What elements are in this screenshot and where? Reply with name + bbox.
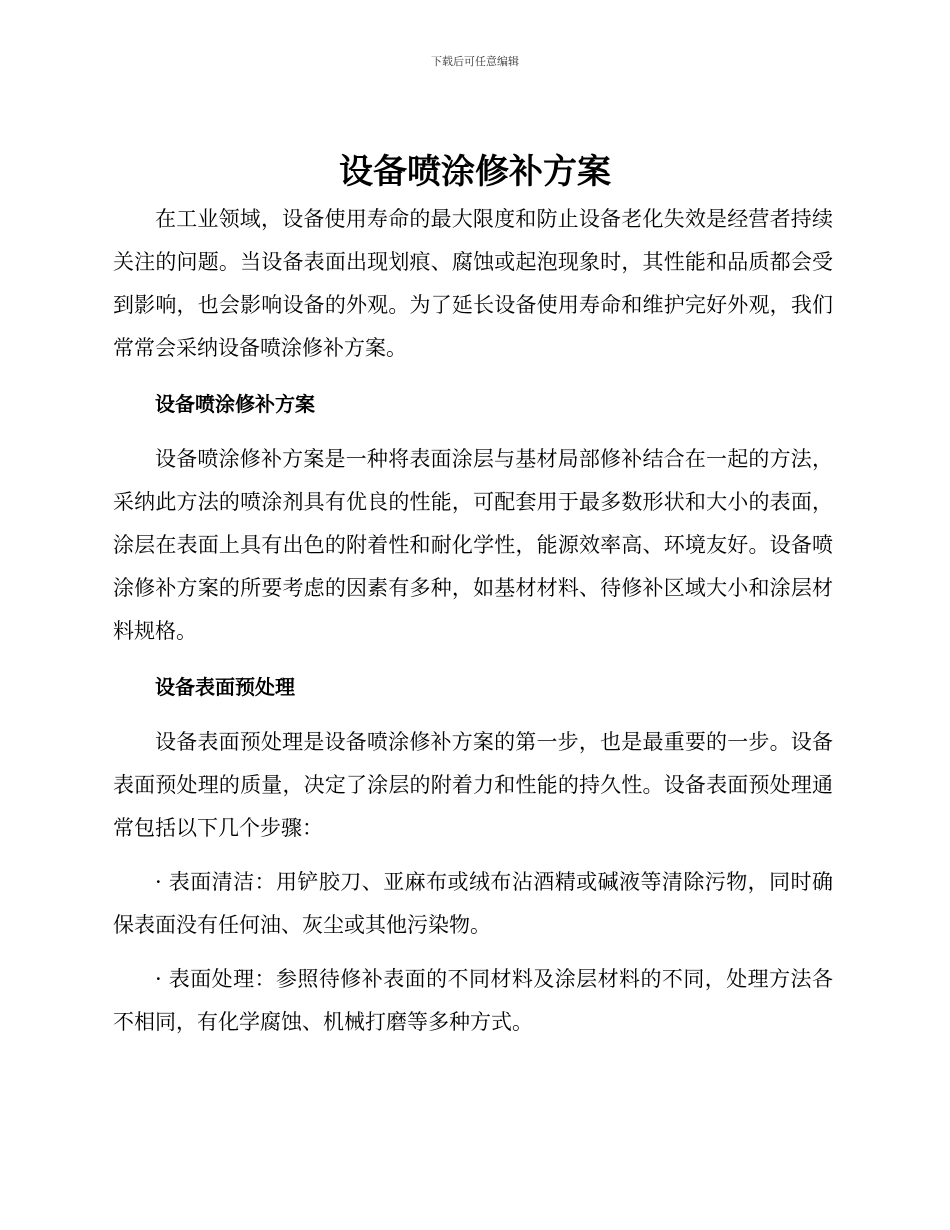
section-heading-spray-repair: 设备喷涂修补方案	[155, 392, 315, 416]
header-note: 下载后可任意编辑	[431, 55, 519, 68]
intro-paragraph: 在工业领域，设备使用寿命的最大限度和防止设备老化失效是经营者持续关注的问题。当设备表面出现划痕、腐蚀或起泡现象时，其性能和品质都会受到影响，也会影响设备的外观。为了延长设备使用寿命和维护完好外观，我们常常会采纳设备喷涂修补方案。	[113, 207, 833, 360]
section-paragraph-spray-repair: 设备喷涂修补方案是一种将表面涂层与基材局部修补结合在一起的方法，采纳此方法的喷涂剂具有优良的性能，可配套用于最多数形状和大小的表面，涂层在表面上具有出色的附着性和耐化学性，能源效率高、环境友好。设备喷涂修补方案的所要考虑的因素有多种，如基材材料、待修补区域大小和涂层材料规格。	[113, 447, 833, 643]
document-title: 设备喷涂修补方案	[339, 152, 611, 192]
list-item-surface-cleaning: · 表面清洁：用铲胶刀、亚麻布或绒布沾酒精或碱液等清除污物，同时确保表面没有任何油、灰尘或其他污染物。	[113, 870, 833, 937]
list-item-surface-treatment: · 表面处理：参照待修补表面的不同材料及涂层材料的不同，处理方法各不相同，有化学腐蚀、机械打磨等多种方式。	[113, 967, 833, 1034]
section-heading-surface-prep: 设备表面预处理	[155, 675, 295, 699]
document-body	[113, 198, 833, 1044]
section-paragraph-surface-prep: 设备表面预处理是设备喷涂修补方案的第一步，也是最重要的一步。设备表面预处理的质量，决定了涂层的附着力和性能的持久性。设备表面预处理通常包括以下几个步骤：	[113, 730, 833, 840]
